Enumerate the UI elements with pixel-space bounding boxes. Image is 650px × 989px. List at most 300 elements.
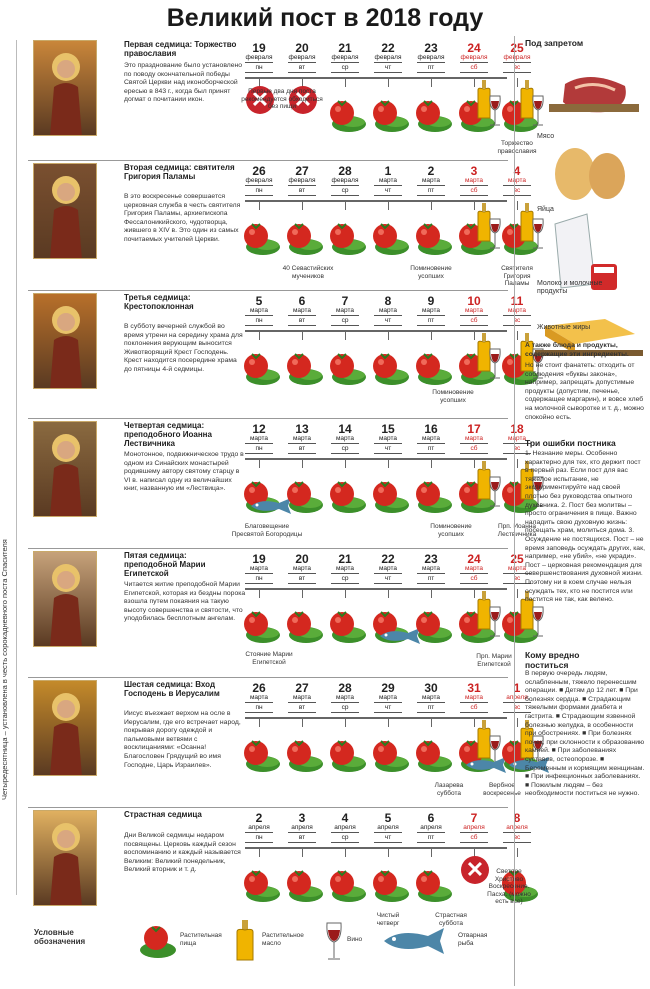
day-month: февраля	[288, 177, 316, 184]
legend-label-fish: Отварная рыба	[458, 932, 488, 947]
day-number: 23	[424, 41, 438, 55]
day-weekday: ср	[331, 832, 359, 843]
day-month: марта	[378, 694, 398, 701]
right-panel	[514, 36, 646, 986]
day-weekday: вт	[288, 315, 316, 326]
day-month: марта	[378, 307, 398, 314]
panel-tips: Но не стоит фанатеть: отходить от соблюдения «буквы закона», например, запрещать допустимые продукты (допустим, печенье, содержащее маргарин), и вовсе хлеб на молочной сыворотке и т. д., можно спокойно есть.	[525, 362, 644, 421]
legend-oil-icon	[233, 918, 257, 964]
timeline-tick	[431, 589, 432, 598]
day-number: 3	[470, 164, 478, 178]
day-label	[238, 682, 280, 713]
timeline-tick	[259, 331, 260, 340]
day-weekday: вт	[288, 573, 316, 584]
day-number: 5	[384, 811, 392, 825]
day-weekday: сб	[460, 573, 488, 584]
timeline-tick	[345, 459, 346, 468]
day-number: 26	[252, 681, 266, 695]
timeline-tick	[302, 589, 303, 598]
day-weekday: сб	[460, 443, 488, 454]
week-description: В это воскресенье совершается церковная служба в честь святителя Григория Паламы, архиепископа Фессалоникийского, чудотворца, жившего в XIV в. Это один из самых почитаемых учителей Церкви.	[124, 193, 241, 243]
timeline-tick	[302, 201, 303, 210]
day-number: 15	[381, 422, 395, 436]
day-label	[453, 682, 495, 713]
forbidden-label-milk: Молоко и молочные продукты	[537, 280, 603, 295]
day-weekday: чт	[374, 573, 402, 584]
page-title: Великий пост в 2018 году	[166, 4, 484, 32]
vegetables-icon	[284, 866, 324, 909]
vegetables-icon	[327, 219, 367, 262]
day-number: 2	[427, 164, 435, 178]
legend-label-wine: Вино	[347, 936, 363, 943]
day-number: 14	[338, 422, 352, 436]
day-weekday: пн	[245, 443, 273, 454]
week-6	[20, 680, 528, 802]
day-number: 13	[295, 422, 309, 436]
day-label	[453, 423, 495, 454]
day-month: февраля	[245, 54, 273, 61]
day-number: 8	[513, 811, 521, 825]
timeline-tick	[345, 718, 346, 727]
week-icon	[33, 293, 97, 389]
day-label	[367, 553, 409, 584]
day-month: марта	[292, 435, 312, 442]
week-1	[20, 40, 537, 162]
timeline-axis	[245, 200, 507, 202]
timeline-tick	[474, 201, 475, 210]
day-month: апреля	[506, 824, 528, 831]
no-food-icon: ✕	[246, 86, 274, 114]
day-label	[410, 553, 452, 584]
mistakes-title: Три ошибки постника	[525, 438, 616, 448]
day-label	[238, 812, 280, 843]
day-month: марта	[249, 694, 269, 701]
saint-icon	[34, 681, 97, 776]
day-label	[238, 295, 280, 326]
vegetables-icon	[327, 349, 367, 392]
forbidden-label-fat: Животные жиры	[537, 324, 591, 331]
day-month: марта	[378, 177, 398, 184]
day-number: 20	[295, 41, 309, 55]
vegetables-icon	[284, 607, 324, 650]
week-4	[20, 421, 537, 543]
day-note: Чистый четверг	[376, 912, 400, 927]
day-weekday: пт	[417, 702, 445, 713]
vegetables-icon	[413, 607, 453, 650]
timeline-axis	[245, 330, 507, 332]
timeline-tick	[259, 459, 260, 468]
day-month: февраля	[245, 177, 273, 184]
vegetables-icon	[370, 477, 410, 520]
day-label	[238, 553, 280, 584]
day-number: 28	[338, 681, 352, 695]
week-title: Вторая седмица: святителя Григория Паламы	[124, 163, 235, 181]
saint-icon	[34, 552, 97, 647]
week-title: Третья седмица: Крестопоклонная	[124, 293, 194, 311]
legend-label-vegetables: Растительная пища	[180, 932, 222, 947]
day-number: 11	[510, 294, 524, 308]
day-label	[324, 165, 366, 196]
timeline-tick	[302, 459, 303, 468]
day-month: марта	[335, 307, 355, 314]
day-weekday: вс	[503, 62, 531, 73]
day-label	[281, 165, 323, 196]
day-month: апреля	[334, 824, 356, 831]
day-weekday: вс	[503, 702, 531, 713]
day-number: 19	[252, 41, 266, 55]
day-month: марта	[464, 694, 484, 701]
day-weekday: ср	[331, 185, 359, 196]
day-weekday: пн	[245, 62, 273, 73]
saint-icon	[34, 294, 97, 389]
day-month: марта	[464, 435, 484, 442]
week-icon	[33, 163, 97, 259]
day-weekday: сб	[460, 62, 488, 73]
legend-vegetables-icon	[138, 922, 178, 962]
day-month: марта	[378, 435, 398, 442]
day-month: апреля	[420, 824, 442, 831]
day-month: марта	[292, 694, 312, 701]
harm-title: Кому вредно поститься	[525, 650, 580, 670]
vegetables-icon	[284, 219, 324, 262]
day-number: 28	[338, 164, 352, 178]
day-label	[281, 553, 323, 584]
vegetables-icon	[241, 607, 281, 650]
week-separator	[28, 548, 508, 549]
vegetables-icon	[370, 96, 410, 139]
week-separator	[28, 807, 508, 808]
day-weekday: вт	[288, 185, 316, 196]
day-month: марта	[464, 177, 484, 184]
day-label	[410, 42, 452, 73]
saint-icon	[34, 811, 97, 906]
day-label	[324, 812, 366, 843]
day-weekday: чт	[374, 832, 402, 843]
day-label	[324, 682, 366, 713]
day-label	[324, 295, 366, 326]
week-title: Четвертая седмица: преподобного Иоанна Лествичника	[124, 421, 212, 448]
day-label	[410, 682, 452, 713]
timeline-tick	[388, 589, 389, 598]
timeline-tick	[259, 848, 260, 857]
week-title: Первая седмица: Торжество православия	[124, 40, 237, 58]
timeline-tick	[259, 589, 260, 598]
day-month: марта	[421, 307, 441, 314]
day-month: февраля	[503, 54, 531, 61]
week-7	[20, 810, 531, 932]
timeline-tick	[259, 201, 260, 210]
day-month: марта	[507, 565, 527, 572]
day-number: 31	[467, 681, 481, 695]
meat-icon	[549, 77, 639, 112]
vegetables-icon	[241, 219, 281, 262]
legend-wine-icon	[324, 920, 344, 964]
timeline-tick	[431, 78, 432, 87]
day-weekday: вс	[503, 443, 531, 454]
day-weekday: пн	[245, 832, 273, 843]
timeline-tick	[474, 718, 475, 727]
day-label	[238, 165, 280, 196]
day-weekday: вт	[288, 832, 316, 843]
day-number: 16	[424, 422, 438, 436]
saint-icon	[34, 422, 97, 517]
day-note: Поминовение усопших	[410, 265, 452, 280]
day-number: 6	[427, 811, 435, 825]
day-number: 7	[341, 294, 349, 308]
day-note: Первые два дня поста рекомендуется обходиться без пищи	[241, 88, 323, 110]
vegetables-icon	[413, 96, 453, 139]
day-number: 30	[424, 681, 438, 695]
vegetables-icon	[241, 866, 281, 909]
day-label	[410, 295, 452, 326]
day-month: марта	[421, 694, 441, 701]
vegetables-icon	[370, 736, 410, 779]
day-weekday: чт	[374, 315, 402, 326]
day-label	[281, 42, 323, 73]
day-weekday: вс	[503, 315, 531, 326]
week-5	[20, 551, 527, 673]
day-number: 27	[295, 164, 309, 178]
day-weekday: чт	[374, 702, 402, 713]
week-description: В субботу вечерней службой во время утрени на середину храма для поклонения верующим выносится Животворящий Крест Господень. Крест находится посередине храма до пятницы 4-й седмицы.	[124, 323, 243, 373]
timeline-tick	[388, 459, 389, 468]
week-2	[20, 163, 533, 287]
vegetables-icon	[413, 866, 453, 909]
vegetables-icon	[284, 477, 324, 520]
vegetables-icon	[370, 349, 410, 392]
day-label	[367, 42, 409, 73]
day-weekday: пт	[417, 573, 445, 584]
day-note: Благовещение Пресвятой Богородицы	[231, 523, 303, 538]
day-month: апреля	[506, 694, 528, 701]
day-number: 18	[510, 422, 524, 436]
legend-fish-icon	[380, 924, 450, 958]
day-note: Страстная суббота	[435, 912, 467, 927]
day-number: 9	[427, 294, 435, 308]
day-month: февраля	[374, 54, 402, 61]
day-month: марта	[335, 694, 355, 701]
day-weekday: пт	[417, 443, 445, 454]
day-label	[453, 812, 495, 843]
timeline-tick	[431, 848, 432, 857]
day-label	[281, 812, 323, 843]
week-icon	[33, 551, 97, 647]
week-title: Пятая седмица: преподобной Марии Египетской	[124, 551, 206, 578]
day-note: Поминовение усопших	[430, 523, 472, 538]
timeline-tick	[474, 589, 475, 598]
forbidden-label-eggs: Яйца	[537, 206, 554, 213]
vegetables-icon	[413, 477, 453, 520]
legend-title: Условные обозначения	[34, 928, 86, 946]
day-label	[367, 812, 409, 843]
day-label	[453, 165, 495, 196]
day-weekday: пт	[417, 832, 445, 843]
day-month: февраля	[331, 54, 359, 61]
day-note: Вербное воскресенье	[483, 782, 521, 797]
day-number: 17	[467, 422, 481, 436]
day-month: марта	[464, 565, 484, 572]
vegetables-icon	[327, 607, 367, 650]
vegetables-icon	[370, 219, 410, 262]
timeline-axis	[245, 77, 507, 79]
side-bracket	[0, 40, 17, 895]
day-month: марта	[421, 177, 441, 184]
day-weekday: чт	[374, 185, 402, 196]
day-weekday: ср	[331, 62, 359, 73]
timeline-tick	[431, 201, 432, 210]
day-month: марта	[507, 177, 527, 184]
day-number: 29	[381, 681, 395, 695]
forbidden-label-meat: Мясо	[537, 133, 555, 140]
day-number: 7	[470, 811, 478, 825]
day-month: марта	[335, 435, 355, 442]
week-icon	[33, 810, 97, 906]
week-description: Это празднование было установлено по поводу окончательной победы Святой Церкви над иконоборческой ересью в 843 г., когда был принят догмат о почитании икон.	[124, 62, 243, 104]
day-month: февраля	[460, 54, 488, 61]
day-weekday: ср	[331, 573, 359, 584]
timeline-tick	[345, 201, 346, 210]
week-description: Читается житие преподобной Марии Египетской, которая из бездны порока взошла путем покаяния на такую высоту совершенства и святости, что уподобилась бесплотным ангелам.	[124, 581, 246, 623]
harm-text: В первую очередь людям, ослабленным, тяжело перенесшим операции. ■ Детям до 12 лет. ■ При болезнях сердца. ■ Страдающим тяжелыми формами диабета и гастрита. ■ Страдающим язвенной болезнью желудка, в особенности при обострениях. ■ При болезнях почек, при склонности к образованию камней. ■ При заболеваниях суставов, остеопорозе. ■ Беременным и кормящим женщинам. ■ При инфекционных заболеваниях. ■ Пожилым людям – без необходимости поститься не нужно.	[525, 670, 645, 798]
day-label	[410, 423, 452, 454]
day-label	[453, 42, 495, 73]
day-number: 21	[338, 41, 352, 55]
day-weekday: вт	[288, 62, 316, 73]
day-label	[281, 682, 323, 713]
day-month: марта	[249, 435, 269, 442]
week-separator	[28, 418, 508, 419]
legend-label-oil: Растительное масло	[262, 932, 304, 947]
vegetables-icon	[413, 349, 453, 392]
eggs-icon	[555, 148, 625, 200]
timeline-axis	[245, 458, 507, 460]
day-month: марта	[507, 307, 527, 314]
day-weekday: пн	[245, 573, 273, 584]
day-number: 24	[467, 552, 481, 566]
no-food-icon: ✕	[289, 86, 317, 114]
day-label	[367, 423, 409, 454]
timeline-tick	[474, 331, 475, 340]
timeline-tick	[474, 459, 475, 468]
day-note: Светлое Христово Воскресение. Пасха. (можно есть все)	[487, 868, 531, 905]
milk-icon	[555, 214, 617, 290]
legend	[0, 918, 505, 988]
timeline-tick	[388, 718, 389, 727]
day-weekday: ср	[331, 315, 359, 326]
forbidden-title: Под запретом	[525, 38, 584, 48]
day-number: 22	[381, 41, 395, 55]
day-number: 26	[252, 164, 266, 178]
day-number: 2	[255, 811, 263, 825]
day-number: 23	[424, 552, 438, 566]
timeline-tick	[302, 331, 303, 340]
day-note: Поминовение усопших	[432, 389, 474, 404]
timeline-tick	[302, 848, 303, 857]
timeline-tick	[431, 459, 432, 468]
day-number: 3	[298, 811, 306, 825]
day-number: 10	[467, 294, 481, 308]
day-weekday: вс	[503, 573, 531, 584]
week-separator	[28, 677, 508, 678]
day-month: апреля	[463, 824, 485, 831]
vegetables-icon	[284, 736, 324, 779]
day-number: 25	[510, 552, 524, 566]
day-weekday: вс	[503, 832, 531, 843]
vegetables-icon	[284, 349, 324, 392]
day-note: Святителя Григория Паламы	[501, 265, 533, 287]
day-weekday: сб	[460, 702, 488, 713]
day-weekday: чт	[374, 62, 402, 73]
day-number: 6	[298, 294, 306, 308]
week-separator	[28, 290, 508, 291]
day-month: февраля	[288, 54, 316, 61]
day-month: марта	[507, 435, 527, 442]
day-month: февраля	[331, 177, 359, 184]
week-icon	[33, 680, 97, 776]
day-label	[410, 812, 452, 843]
day-note: Торжество православия	[497, 140, 537, 155]
day-weekday: ср	[331, 702, 359, 713]
day-number: 27	[295, 681, 309, 695]
timeline-tick	[345, 78, 346, 87]
week-title: Шестая седмица: Вход Господень в Иерусалим	[124, 680, 220, 698]
mistakes-text: 1. Незнание меры. Особенно характерно для тех, кто держит пост в первый раз. Если пост для вас тяжелое испытание, не экспериментируйте над своей плотью без руководства опытного духовника. 2. Пост без молитвы – просто ограничения в пище. Важно наладить свою духовную жизнь: посещать храм, молиться дома. 3. Осуждение не постящихся. Пост – не время заповедь осуждать других, как, например, «не убий», «не укради». Пост – церковная рекомендация для совершенствования духовной жизни. Поэтому ни в коем случае нельзя осуждать тех, кто не постится или постится не так, как велено.	[525, 450, 645, 604]
no-food-icon: ✕	[461, 856, 489, 884]
day-month: марта	[378, 565, 398, 572]
day-month: марта	[464, 307, 484, 314]
day-number: 24	[467, 41, 481, 55]
day-month: марта	[292, 565, 312, 572]
timeline-tick	[345, 331, 346, 340]
week-title: Страстная седмица	[124, 810, 202, 819]
timeline-tick	[474, 78, 475, 87]
day-weekday: пн	[245, 315, 273, 326]
day-weekday: вт	[288, 702, 316, 713]
timeline-tick	[431, 331, 432, 340]
day-month: марта	[335, 565, 355, 572]
timeline-tick	[345, 589, 346, 598]
timeline-tick	[302, 718, 303, 727]
day-number: 8	[384, 294, 392, 308]
timeline-tick	[345, 848, 346, 857]
day-month: апреля	[377, 824, 399, 831]
day-label	[367, 165, 409, 196]
day-number: 12	[252, 422, 266, 436]
day-label	[324, 42, 366, 73]
day-note: Стояние Марии Египетской	[245, 651, 293, 666]
week-icon	[33, 421, 97, 517]
day-number: 25	[510, 41, 524, 55]
day-number: 1	[384, 164, 392, 178]
week-icon	[33, 40, 97, 136]
day-weekday: вс	[503, 185, 531, 196]
day-note: Лазарева суббота	[434, 782, 464, 797]
day-weekday: сб	[460, 185, 488, 196]
day-number: 1	[513, 681, 521, 695]
day-month: марта	[421, 435, 441, 442]
day-month: марта	[249, 565, 269, 572]
day-label	[410, 165, 452, 196]
week-description: Дни Великой седмицы недаром посвящены. Церковь каждый сезон воспоминанию и каждый называется Великим: Великий понедельник, Великий вторник и т. д.	[124, 832, 241, 874]
day-weekday: пт	[417, 185, 445, 196]
day-number: 21	[338, 552, 352, 566]
day-label	[324, 423, 366, 454]
day-number: 5	[255, 294, 263, 308]
day-weekday: вт	[288, 443, 316, 454]
saint-icon	[34, 164, 97, 259]
vegetables-icon	[327, 477, 367, 520]
day-month: февраля	[417, 54, 445, 61]
